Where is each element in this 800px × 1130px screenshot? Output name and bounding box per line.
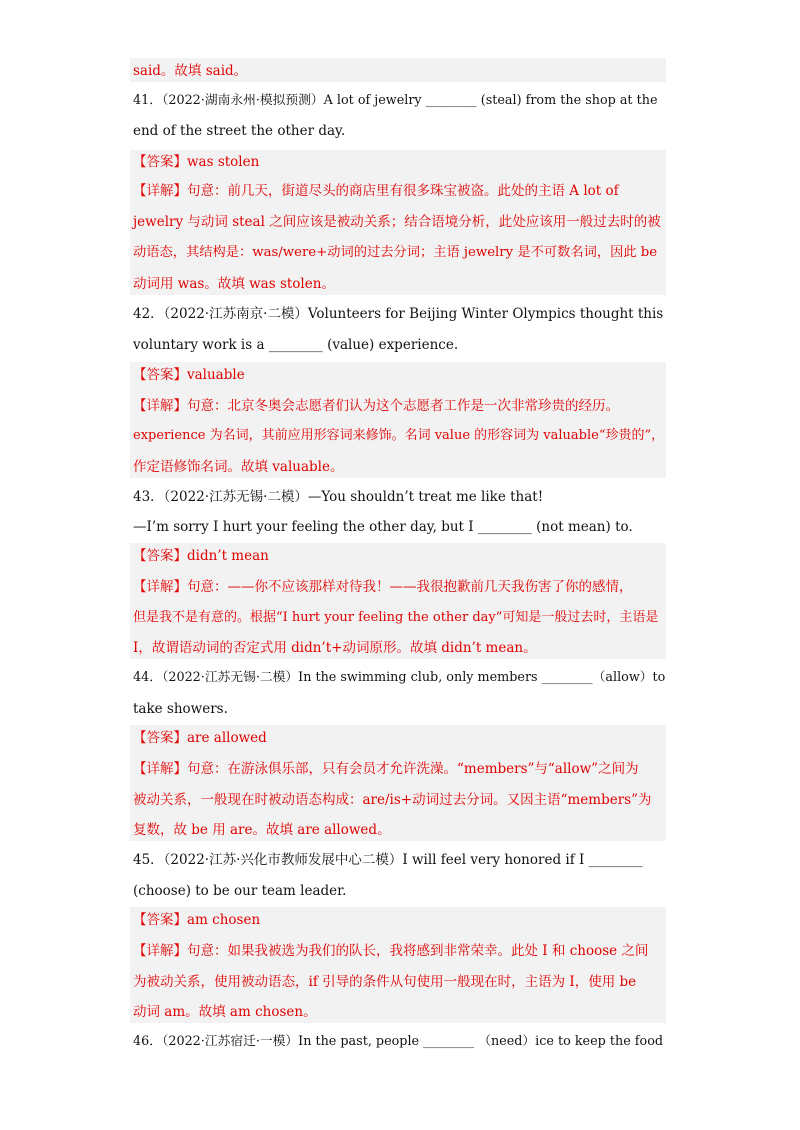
explanation-line: 动词用 was。故填 was stolen。 <box>133 276 335 292</box>
answer-label: 【答案】am chosen <box>133 912 261 928</box>
explanation-line: 动语态，其结构是：was/were+动词的过去分词；主语 jewelry 是不可数名词，因此 be <box>133 245 658 260</box>
explanation-line: jewelry 与动词 steal 之间应该是被动关系；结合语境分析，此处应该用一般过去时的被 <box>133 214 661 230</box>
explanation-line: 【详解】句意：在游泳俱乐部，只有会员才允许洗澡。“members”与“allow”之间为 <box>133 761 639 777</box>
question-line: (choose) to be our team leader. <box>133 883 347 899</box>
answer-label: 【答案】was stolen <box>133 154 260 170</box>
question-line: 41．（2022·湖南永州·模拟预测）A lot of jewelry ________ (steal) from the shop at the <box>133 93 658 108</box>
question-line: 44．（2022·江苏无锡·二模）In the swimming club, only members ________（allow）to <box>133 670 666 685</box>
explanation-line: I，故谓语动词的否定式用 didn’t+动词原形。故填 didn’t mean。 <box>133 640 537 656</box>
explanation-line: 【详解】句意：如果我被选为我们的队长，我将感到非常荣幸。此处 I 和 choose 之间 <box>133 943 649 959</box>
answer-label: 【答案】are allowed <box>133 730 267 746</box>
question-line: 46．（2022·江苏宿迁·一模）In the past, people ________ （need）ice to keep the food <box>133 1034 664 1049</box>
explanation-line: experience 为名词，其前应用形容词来修饰。名词 value 的形容词为 valuable“珍贵的”， <box>133 428 665 443</box>
question-line: —I’m sorry I hurt your feeling the other day, but I ________ (not mean) to. <box>133 519 633 535</box>
explanation-line: 【详解】句意：——你不应该那样对待我！——我很抱歉前几天我伤害了你的感情， <box>133 579 633 595</box>
answer-label: 【答案】didn’t mean <box>133 548 269 564</box>
answer-continuation: said。故填 said。 <box>133 63 248 79</box>
explanation-line: 但是我不是有意的。根据“I hurt your feeling the other day”可知是一般过去时，主语是 <box>133 610 659 625</box>
explanation-line: 被动关系，一般现在时被动语态构成：are/is+动词过去分词。又因主语“members”为 <box>133 792 652 808</box>
explanation-line: 为被动关系，使用被动语态，if 引导的条件从句使用一般现在时，主语为 I，使用 be <box>133 974 637 990</box>
question-line: voluntary work is a ________ (value) experience. <box>133 337 459 353</box>
explanation-line: 作定语修饰名词。故填 valuable。 <box>133 459 344 475</box>
explanation-line: 【详解】句意：前几天，街道尽头的商店里有很多珠宝被盗。此处的主语 A lot of <box>133 183 619 199</box>
explanation-line: 【详解】句意：北京冬奥会志愿者们认为这个志愿者工作是一次非常珍贵的经历。 <box>133 398 619 414</box>
question-line: 45．（2022·江苏·兴化市教师发展中心二模）I will feel very honored if I ________ <box>133 852 643 868</box>
explanation-line: 复数，故 be 用 are。故填 are allowed。 <box>133 822 391 838</box>
explanation-line: 动词 am。故填 am chosen。 <box>133 1004 317 1020</box>
question-line: 42．（2022·江苏南京·二模）Volunteers for Beijing Winter Olympics thought this <box>133 306 664 322</box>
question-line: 43．（2022·江苏无锡·二模）—You shouldn’t treat me like that! <box>133 489 544 505</box>
question-line: take showers. <box>133 701 228 717</box>
answer-label: 【答案】valuable <box>133 367 245 383</box>
question-line: end of the street the other day. <box>133 123 346 139</box>
